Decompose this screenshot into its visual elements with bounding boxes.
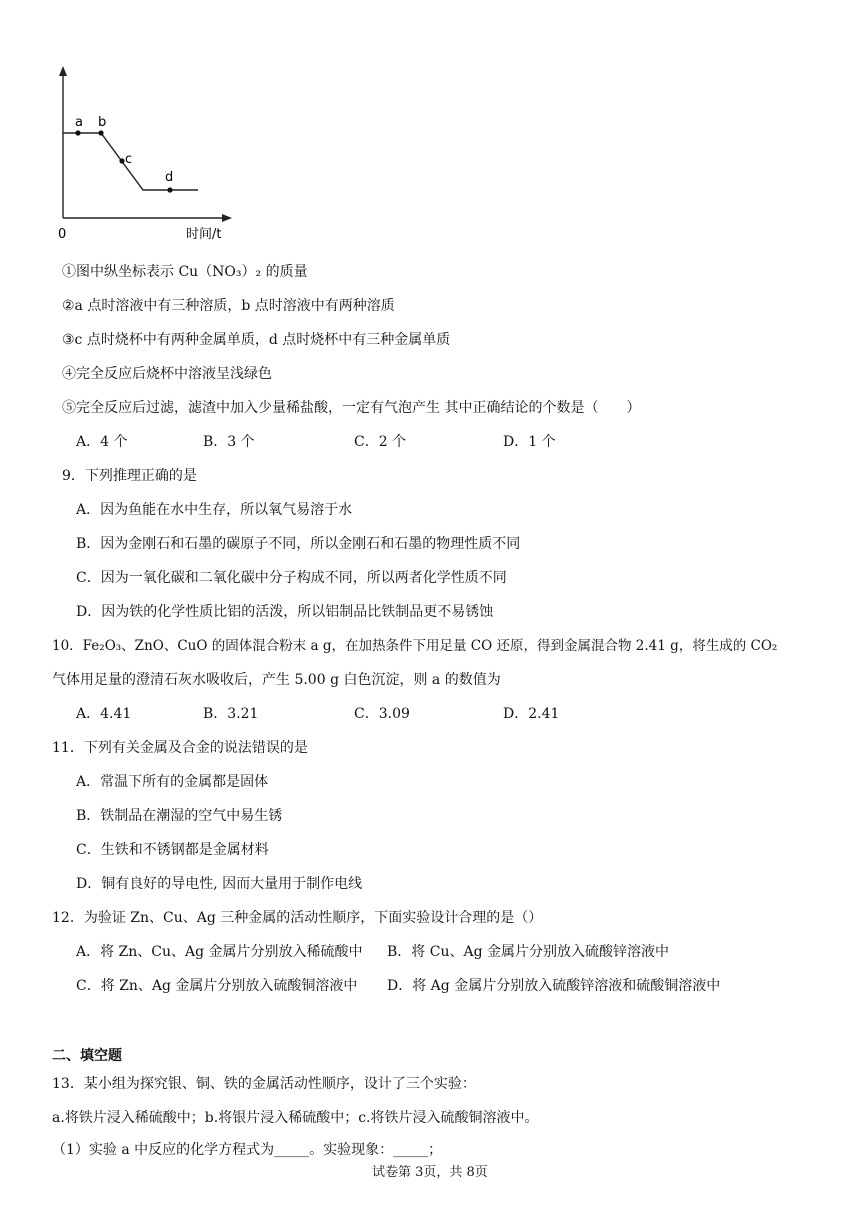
q9-option-b: B．因为金刚石和石墨的碳原子不同，所以金刚石和石墨的物理性质不同 <box>76 536 521 552</box>
q8-option-a: A．4 个 <box>76 434 128 450</box>
graph-point-b <box>98 130 103 135</box>
q9-option-a: A．因为鱼能在水中生存，所以氧气易溶于水 <box>76 502 353 518</box>
q11-option-c: C．生铁和不锈钢都是金属材料 <box>76 842 269 858</box>
q12-option-d: D．将 Ag 金属片分别放入硫酸锌溶液和硫酸铜溶液中 <box>387 978 721 994</box>
q9-option-d: D．因为铁的化学性质比铝的活泼，所以铝制品比铁制品更不易锈蚀 <box>76 604 494 620</box>
q8-option-c: C．2 个 <box>354 434 407 450</box>
q8-statement-2: ②a 点时溶液中有三种溶质，b 点时溶液中有两种溶质 <box>62 298 395 314</box>
q8-option-b: B．3 个 <box>203 434 255 450</box>
graph-point-c <box>119 158 124 163</box>
q8-statement-4: ④完全反应后烧杯中溶液呈浅绿色 <box>62 366 272 382</box>
q11-option-d: D．铜有良好的导电性, 因而大量用于制作电线 <box>76 876 363 892</box>
graph-label-c: c <box>125 152 133 167</box>
q11-option-b: B．铁制品在潮湿的空气中易生锈 <box>76 808 283 824</box>
graph-point-a <box>75 130 80 135</box>
q13-part1: （1）实验 a 中反应的化学方程式为_____。实验现象：_____； <box>52 1142 443 1158</box>
reaction-graph <box>52 62 252 247</box>
q12-stem: 12．为验证 Zn、Cu、Ag 三种金属的活动性顺序，下面实验设计合理的是（） <box>52 910 543 926</box>
q10-stem-line2: 气体用足量的澄清石灰水吸收后，产生 5.00 g 白色沉淀，则 a 的数值为 <box>52 672 501 688</box>
q10-option-c: C．3.09 <box>354 706 410 722</box>
y-axis-arrow-icon <box>59 66 67 76</box>
q11-option-a: A．常温下所有的金属都是固体 <box>76 774 269 790</box>
q12-option-a: A．将 Zn、Cu、Ag 金属片分别放入稀硫酸中 <box>76 944 363 960</box>
q8-statement-3: ③c 点时烧杯中有两种金属单质，d 点时烧杯中有三种金属单质 <box>62 332 451 348</box>
q8-option-d: D．1 个 <box>503 434 556 450</box>
q10-option-d: D．2.41 <box>503 706 560 722</box>
q12-option-c: C．将 Zn、Ag 金属片分别放入硫酸铜溶液中 <box>76 978 358 994</box>
graph-point-d <box>167 187 172 192</box>
q12-option-b: B．将 Cu、Ag 金属片分别放入硫酸锌溶液中 <box>387 944 669 960</box>
q10-option-a: A．4.41 <box>76 706 132 722</box>
q9-stem: 9．下列推理正确的是 <box>62 468 197 484</box>
graph-origin-label: 0 <box>58 227 67 242</box>
q8-statement-5: ⑤完全反应后过滤，滤渣中加入少量稀盐酸，一定有气泡产生 其中正确结论的个数是（ ） <box>62 400 641 416</box>
graph-label-b: b <box>98 115 107 130</box>
graph-label-d: d <box>165 170 174 185</box>
q11-stem: 11．下列有关金属及合金的说法错误的是 <box>52 740 308 756</box>
graph-label-a: a <box>75 115 83 130</box>
q13-experiments: a.将铁片浸入稀硫酸中；b.将银片浸入稀硫酸中；c.将铁片浸入硫酸铜溶液中。 <box>52 1110 539 1126</box>
x-axis-arrow-icon <box>222 214 232 222</box>
q13-stem: 13．某小组为探究银、铜、铁的金属活动性顺序，设计了三个实验： <box>52 1076 476 1092</box>
q10-stem-line1: 10．Fe₂O₃、ZnO、CuO 的固体混合粉末 a g，在加热条件下用足量 CO 还原，得到金属混合物 2.41 g，将生成的 CO₂ <box>52 638 778 654</box>
graph-x-axis-label: 时间/t <box>186 227 222 242</box>
q9-option-c: C．因为一氧化碳和二氧化碳中分子构成不同，所以两者化学性质不同 <box>76 570 507 586</box>
q10-option-b: B．3.21 <box>203 706 259 722</box>
page-footer: 试卷第 3页，共 8页 <box>372 1165 488 1180</box>
section-title: 二、填空题 <box>52 1048 122 1064</box>
q8-statement-1: ①图中纵坐标表示 Cu（NO₃）₂ 的质量 <box>62 264 308 280</box>
